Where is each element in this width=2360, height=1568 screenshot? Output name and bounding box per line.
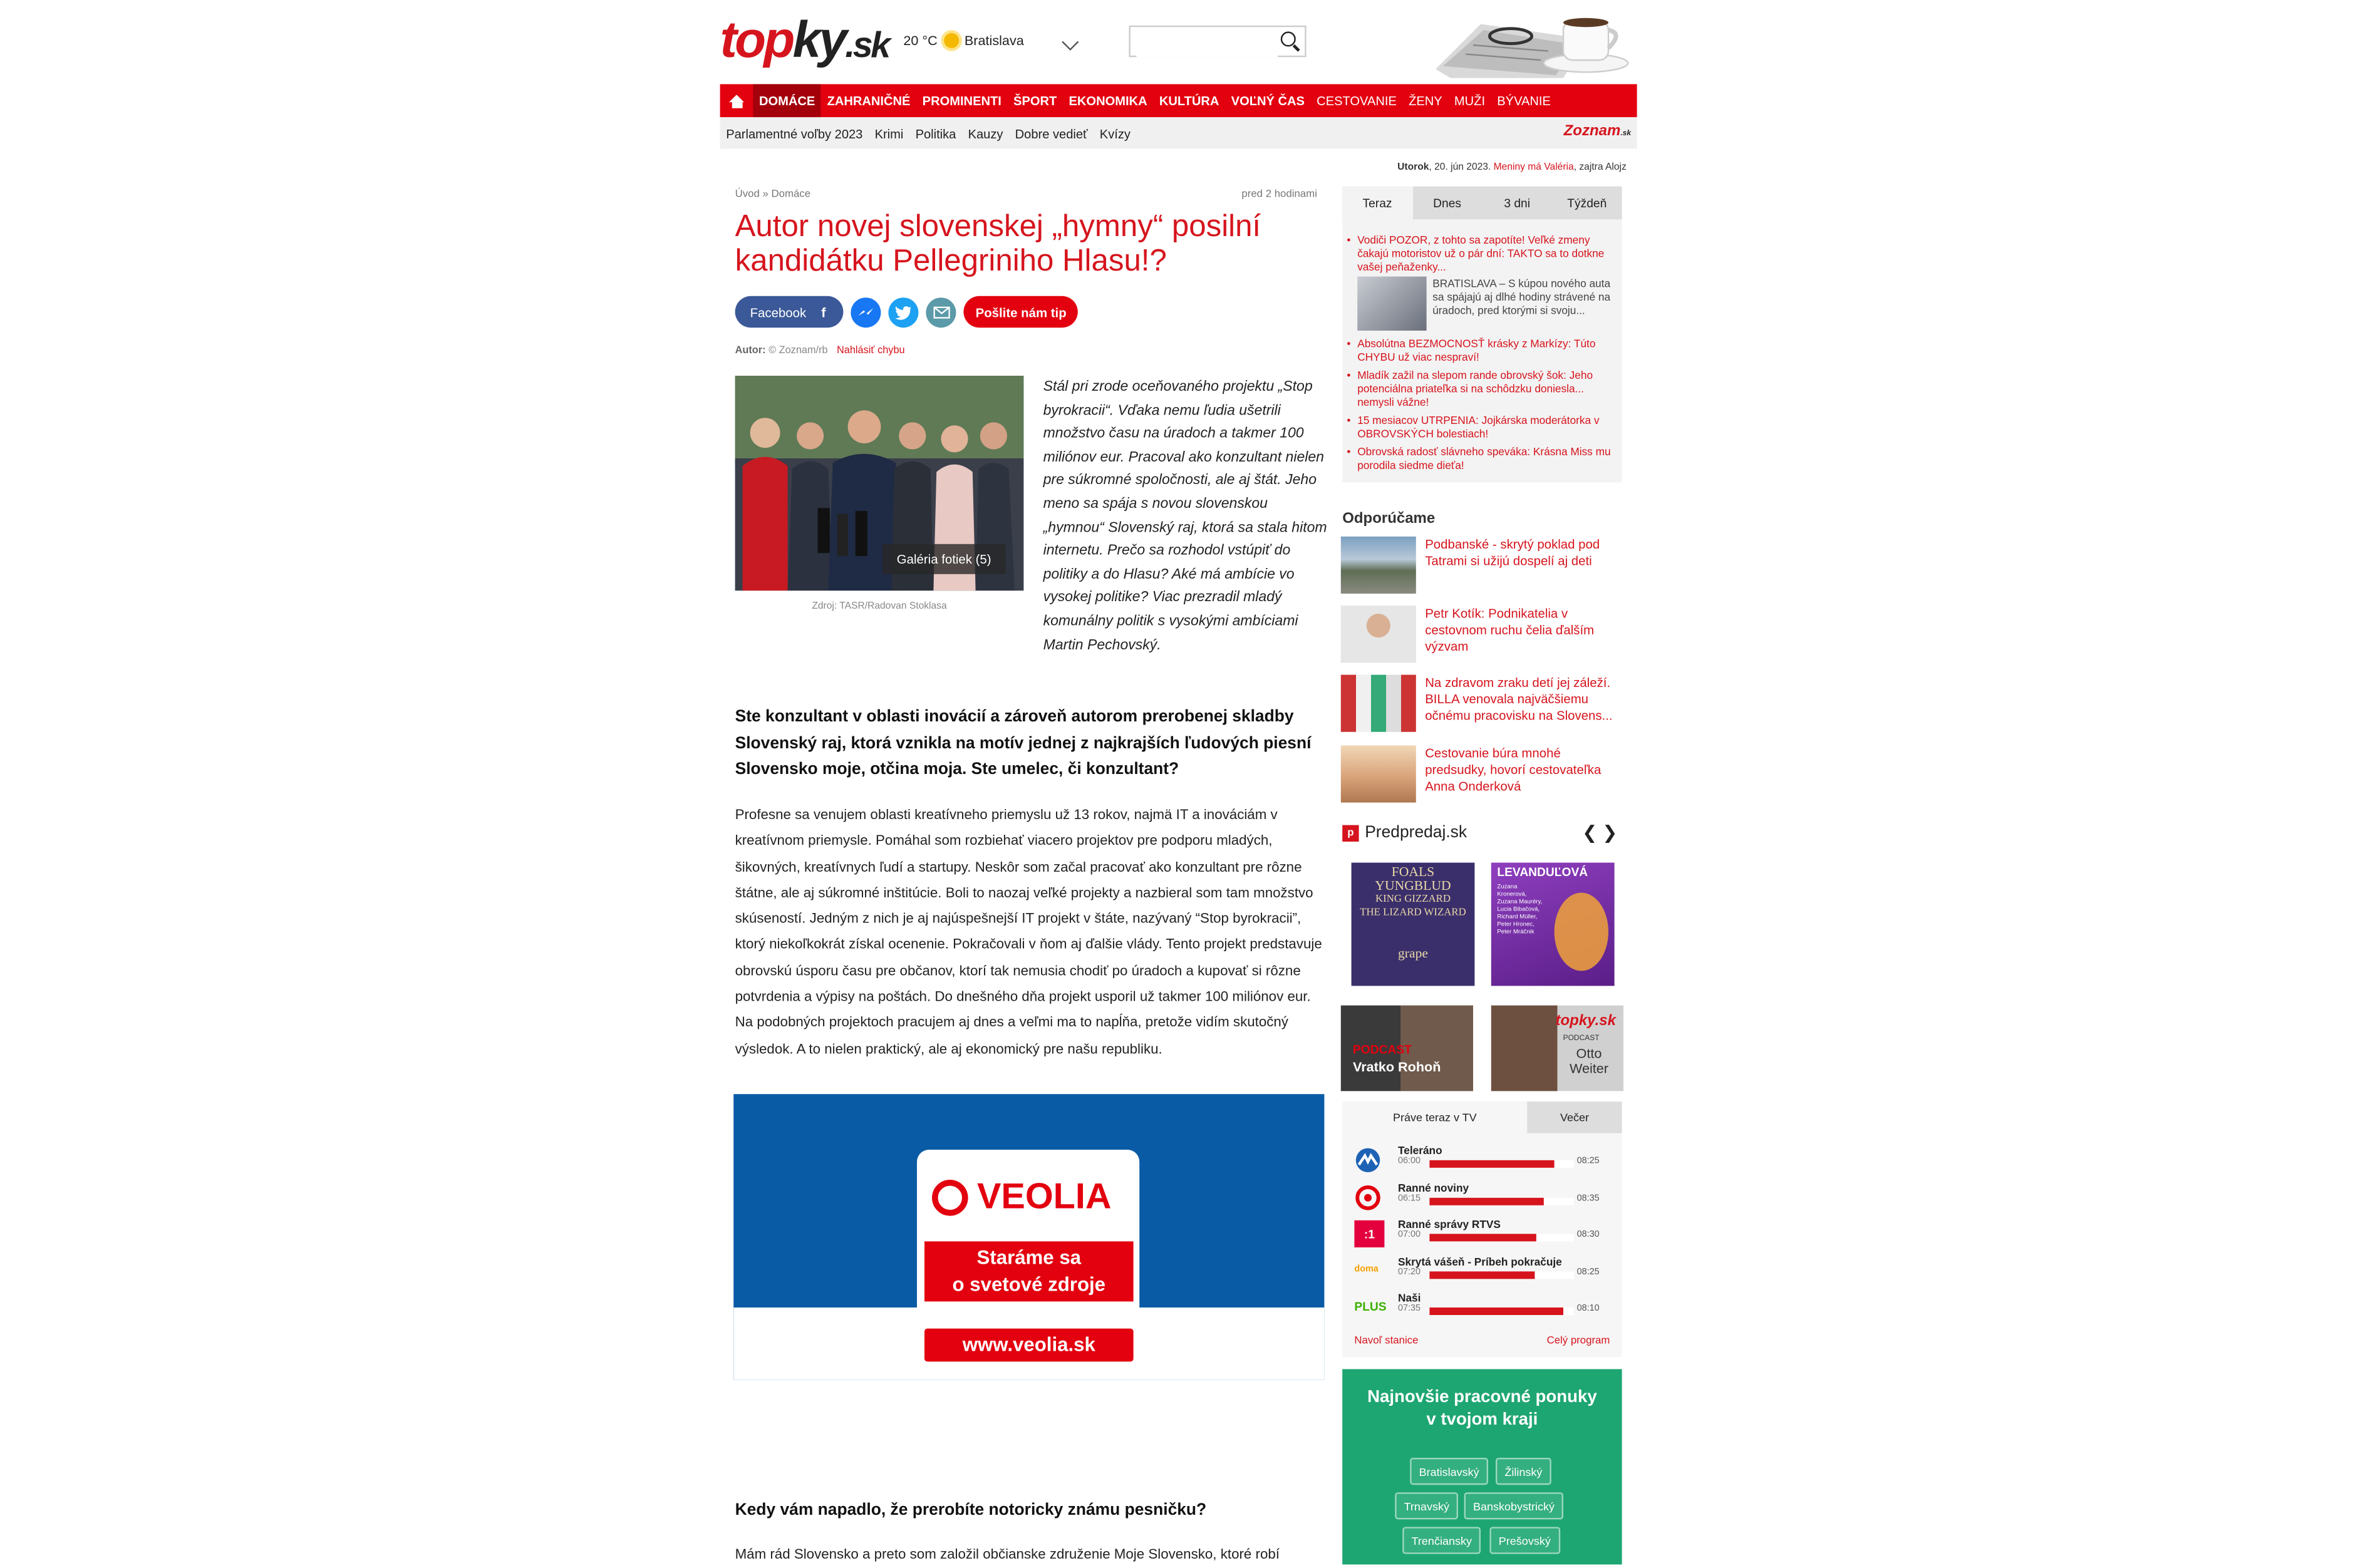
event-poster[interactable]: FOALS YUNGBLUD KING GIZZARD THE LIZARD WIZARD grape	[1352, 863, 1475, 986]
nav-item-cestovanie[interactable]: CESTOVANIE	[1317, 93, 1397, 108]
program-progress-fill	[1429, 1197, 1543, 1205]
article-lead: Stál pri zrode oceňovaného projektu „Stop byrokracii“. Vďaka nemu ľudia ušetrili množstvo času na úradoch a takmer 100 miliónov eur. Pracoval ako konzultant nielen pre súkromné spoločnosti, ale aj štát. Jeho meno sa spája s novou slovenskou „hymnou“ Slovenský raj, ktorá sa stala hitom internetu. Prečo sa rozhodol vstúpiť do politiky a do Hlasu? Aké má ambície vo vysokej politike? Viac prezradil mladý komunálny politik s vysokými ambíciami Martin Pechovský.	[1043, 378, 1327, 653]
chevron-down-icon[interactable]	[1062, 34, 1079, 51]
subnav-item[interactable]: Krimi	[874, 125, 904, 141]
program-name: Teleráno	[1398, 1143, 1442, 1158]
featured-news[interactable]: BRATISLAVA – S kúpou nového auta sa spájajú aj dlhé hodiny strávené na úradoch, pred ktorými si svoju...	[1357, 277, 1616, 334]
ad-card: VEOLIA Staráme sa o svetové zdroje www.veolia.sk	[917, 1150, 1139, 1375]
tv-program-row[interactable]	[1354, 1254, 1617, 1287]
program-progress-fill	[1429, 1234, 1536, 1241]
site-logo[interactable]: topky.sk	[720, 12, 889, 70]
program-start: 07:00	[1398, 1230, 1421, 1240]
program-progress	[1429, 1271, 1573, 1278]
email-icon[interactable]	[926, 297, 956, 327]
program-name: Ranné noviny	[1398, 1180, 1469, 1194]
veolia-ad[interactable]	[733, 1094, 1324, 1380]
event-poster[interactable]: LEVANDUĽOVÁ Zuzana Kronerová, Zuzana Mauréry, Lucia Bibačová, Richard Müller, Peter Hronec, Peter Mráčnik	[1491, 863, 1615, 986]
facebook-icon: f	[821, 304, 826, 320]
thumbnail	[1341, 675, 1416, 732]
list-item[interactable]: • Mladík zažil na slepom rande obrovský šok: Jeho potenciálna priateľka si na schôdzku doniesla... nemysli vážne!	[1357, 368, 1616, 409]
jobs-widget	[1342, 1369, 1622, 1564]
article-title: Autor novej slovenskej „hymny“ posilní kandidátku Pellegriniho Hlasu!?	[735, 209, 1261, 279]
region-button[interactable]: Trenčiansky	[1402, 1527, 1481, 1554]
tv-program-row[interactable]	[1354, 1143, 1617, 1177]
poster-face-illustration	[1555, 893, 1608, 971]
home-icon[interactable]	[720, 84, 753, 117]
program-name: Skrytá vášeň - Príbeh pokračuje	[1398, 1254, 1562, 1268]
search-input[interactable]	[1136, 29, 1278, 58]
list-item[interactable]: • Obrovská radosť slávneho speváka: Krásna Miss mu porodila siedme dieťa!	[1357, 445, 1616, 472]
nav-item-kultura[interactable]: KULTÚRA	[1159, 93, 1219, 108]
nav-item-ekonomika[interactable]: EKONOMIKA	[1069, 93, 1147, 108]
report-error-link[interactable]: Nahlásiť chybu	[837, 346, 905, 356]
markiza-logo	[1354, 1147, 1384, 1173]
predpredaj-logo-icon: p	[1342, 824, 1359, 840]
program-start: 07:20	[1398, 1267, 1421, 1277]
region-button[interactable]: Trnavský	[1395, 1492, 1458, 1519]
tv-program-row[interactable]	[1354, 1180, 1617, 1214]
newspaper-coffee-illustration	[1436, 9, 1638, 78]
program-name: Naši	[1398, 1291, 1421, 1305]
program-start: 06:00	[1398, 1157, 1421, 1167]
program-end: 08:35	[1576, 1194, 1600, 1204]
subnav-item[interactable]: Politika	[915, 125, 956, 141]
carousel-arrows[interactable]: ❮ ❯	[1582, 822, 1618, 843]
program-end: 08:25	[1576, 1157, 1600, 1167]
region-button[interactable]: Žilinský	[1496, 1458, 1551, 1485]
nav-item-volny-cas[interactable]: VOĽNÝ ČAS	[1231, 93, 1305, 108]
photo-source: Zdroj: TASR/Radovan Stoklasa	[812, 601, 947, 612]
author-line: Autor: © Zoznam/rb Nahlásiť chybu	[735, 346, 905, 356]
tab-3-dni[interactable]: 3 dni	[1504, 196, 1531, 210]
program-progress-fill	[1429, 1271, 1535, 1278]
program-progress-fill	[1429, 1308, 1563, 1315]
tab-now-on-tv[interactable]: Práve teraz v TV	[1342, 1101, 1527, 1133]
veolia-ring-icon	[932, 1180, 968, 1216]
subnav-item[interactable]: Kvízy	[1099, 125, 1131, 141]
search-box	[1129, 26, 1306, 57]
recommend-item[interactable]: Cestovanie búra mnohé predsudky, hovorí cestovateľka Anna Onderková	[1341, 745, 1623, 805]
sub-nav	[720, 117, 1637, 148]
nav-item-muzi[interactable]: MUŽI	[1454, 93, 1486, 108]
program-progress	[1429, 1197, 1573, 1205]
most-read-list	[1342, 219, 1622, 482]
zoznam-logo[interactable]: Zoznam.sk	[1563, 123, 1631, 140]
tab-evening[interactable]: Večer	[1527, 1101, 1622, 1133]
news-thumbnail	[1357, 277, 1426, 331]
subnav-item[interactable]: Kauzy	[968, 125, 1003, 141]
twitter-icon[interactable]	[888, 297, 918, 327]
recommend-item[interactable]: Podbanské - skrytý poklad pod Tatrami si užijú dospelí aj deti	[1341, 537, 1623, 597]
list-item[interactable]: • Vodiči POZOR, z tohto sa zapotíte! Veľké zmeny čakajú motoristov už o pár dní: TAKTO sa to dotkne vašej peňaženky...	[1357, 233, 1616, 274]
program-end: 08:10	[1576, 1304, 1600, 1314]
ad-url[interactable]: www.veolia.sk	[924, 1329, 1134, 1362]
joj-logo	[1354, 1184, 1384, 1210]
full-program-link[interactable]: Celý program	[1546, 1336, 1610, 1347]
temperature: 20 °C	[903, 33, 938, 48]
region-button[interactable]: Banskobystrický	[1464, 1492, 1564, 1519]
thumbnail	[1341, 745, 1416, 802]
interview-question: Ste konzultant v oblasti inovácií a zároveň autorom prerobenej skladby Slovenský raj, ktorá vznikla na motív jednej z najkrajších ľudových piesní Slovensko moje, otčina moja. Ste umelec, či konzultant?	[735, 708, 1312, 779]
program-name: Ranné správy RTVS	[1398, 1217, 1501, 1231]
tv-program-row[interactable]	[1354, 1217, 1617, 1251]
sun-icon	[943, 33, 958, 48]
interview-answer: Mám rád Slovensko a preto som založil občianske združenie Moje Slovensko, ktoré robí	[735, 1546, 1280, 1562]
share-bar	[735, 296, 1079, 328]
most-read-tabs	[1342, 187, 1622, 220]
recommend-heading: Odporúčame	[1342, 511, 1436, 528]
breadcrumb[interactable]: Úvod » Domáce	[735, 189, 811, 200]
tv-program-widget	[1342, 1101, 1622, 1357]
list-item[interactable]: • Absolútna BEZMOCNOSŤ krásky z Markízy: Túto CHYBU už viac nespraví!	[1357, 337, 1616, 364]
program-start: 06:15	[1398, 1194, 1421, 1204]
thumbnail	[1341, 537, 1416, 594]
program-progress	[1429, 1160, 1573, 1168]
interview-question: Kedy vám napadlo, že prerobíte notoricky známu pesničku?	[735, 1501, 1207, 1520]
gallery-button[interactable]: Galéria fotiek (5)	[882, 544, 1006, 574]
interview-answer: Profesne sa venujem oblasti kreatívneho priemyslu už 13 rokov, najmä IT a inováciám v kreatívnom priemysle. Pomáhal som rozbiehať viacero projektov pre podporu mladých, šikovných, kreatívnych ľudí a startupy. Neskôr som začal pracovať ako konzultant pre rôzne štátne, ale aj súkromné inštitúcie. Boli to naozaj veľké projekty a nazbieral som tam množstvo skúseností. Jedným z nich je aj najúspešnejší IT projekt v štáte, nazývaný “Stop byrokracii”, ktorý niekoľkokrát získal ocenenie. Pokračovali v ňom aj ďalšie vlády. Tento projekt predstavuje obrovskú úsporu času pre občanov, ktorí tak nemusia chodiť po úradoch a kupovať si rôzne potvrdenia a výpisy na poštách. Do dnešného dňa projekt usporil už takmer 100 miliónov eur. Na podobných projektoch pracujem aj dnes a veľmi ma to napĺňa, pretože vidím skutočný výsledok. A to nielen praktický, ale aj ekonomický pre našu republiku.	[735, 807, 1322, 1056]
podcast-banner[interactable]: PODCAST Vratko Rohoň	[1341, 1006, 1473, 1091]
facebook-share-button[interactable]: Facebook f	[735, 296, 844, 328]
program-start: 07:35	[1398, 1304, 1421, 1314]
nav-item-byvanie[interactable]: BÝVANIE	[1497, 93, 1551, 108]
main-nav	[720, 84, 1637, 117]
tab-tyzden[interactable]: Týždeň	[1567, 196, 1607, 210]
nav-item-sport[interactable]: ŠPORT	[1013, 93, 1057, 108]
jobs-title: Najnovšie pracovné ponuky v tvojom kraji	[1367, 1388, 1597, 1430]
recommend-item[interactable]: Petr Kotík: Podnikatelia v cestovnom ruchu čelia ďalším výzvam	[1341, 606, 1623, 666]
program-end: 08:25	[1576, 1267, 1600, 1277]
rtvs-logo: :1	[1354, 1220, 1384, 1247]
nav-item-zeny[interactable]: ŽENY	[1409, 93, 1442, 108]
program-progress	[1429, 1234, 1573, 1241]
tv-program-row[interactable]	[1354, 1291, 1617, 1324]
region-button[interactable]: Prešovský	[1489, 1527, 1560, 1554]
subnav-item[interactable]: Dobre vedieť	[1015, 125, 1088, 141]
nav-item-domace[interactable]: DOMÁCE	[753, 84, 821, 117]
subnav-item[interactable]: Parlamentné voľby 2023	[726, 125, 863, 141]
program-progress	[1429, 1308, 1573, 1315]
nav-item-zahranicne[interactable]: ZAHRANIČNÉ	[827, 93, 911, 108]
recommend-item[interactable]: Na zdravom zraku detí jej záleží. BILLA venovala najväčšiemu očnému pracovisku na Slovens...	[1341, 675, 1623, 735]
podcast-banner[interactable]: topky.sk PODCAST Otto Weiter	[1491, 1006, 1623, 1091]
veolia-logo: VEOLIA	[932, 1177, 1111, 1219]
weather-widget[interactable]	[903, 33, 1023, 48]
list-item[interactable]: • 15 mesiacov UTRPENIA: Jojkárska moderátorka v OBROVSKÝCH bolestiach!	[1357, 413, 1616, 440]
article-photo[interactable]	[735, 376, 1024, 591]
choose-stations-link[interactable]: Navoľ stanice	[1354, 1336, 1419, 1347]
tab-dnes[interactable]: Dnes	[1433, 196, 1462, 210]
program-end: 08:30	[1576, 1230, 1600, 1240]
messenger-icon[interactable]	[851, 297, 881, 327]
region-button[interactable]: Bratislavský	[1410, 1458, 1488, 1485]
weather-city: Bratislava	[964, 33, 1024, 48]
dateline: Utorok, 20. jún 2023. Meniny má Valéria, zajtra Alojz	[1397, 162, 1627, 173]
nav-item-prominenti[interactable]: PROMINENTI	[922, 93, 1001, 108]
send-tip-button[interactable]: Pošlite nám tip	[963, 296, 1079, 328]
tab-teraz[interactable]: Teraz	[1342, 187, 1412, 220]
program-progress-fill	[1429, 1160, 1553, 1168]
plus-logo: PLUS	[1354, 1300, 1387, 1314]
doma-logo: doma	[1354, 1264, 1379, 1274]
search-icon[interactable]	[1281, 31, 1296, 46]
thumbnail	[1341, 606, 1416, 663]
publish-time: pred 2 hodinami	[1241, 189, 1317, 200]
predpredaj-widget: p Predpredaj.sk ❮ ❯ FOALS YUNGBLUD KING GIZZARD THE LIZARD WIZARD grape LEVANDUĽOVÁ Zuzana Kronerová, Zuzana Mauréry, Lucia Bibačová, Richard Müller, Peter Hronec, Peter Mráčnik	[1342, 823, 1622, 989]
